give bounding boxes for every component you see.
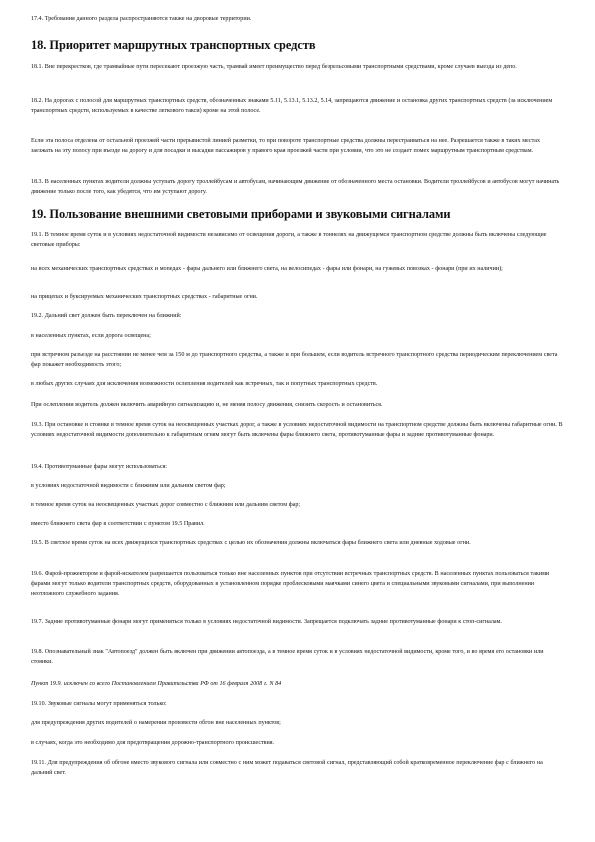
paragraph-19-9-note: Пункт 19.9. исключен со всего Постановлением Правительства РФ от 16 февраля 2008 г. N 84 (31, 681, 282, 687)
paragraph-19-5: 19.5. В светлое время суток на всех движущихся транспортных средствах с целью их обозначения должны включаться фары ближнего света или дневные ходовые огни. (31, 540, 471, 546)
paragraph-19-2: 19.2. Дальний свет должен быть переключен на ближний: (31, 313, 182, 319)
paragraph-18-2-continued: Если эта полоса отделена от остальной проезжей части прерывистой линией разметки, то при повороте транспортные средства должны перестраиваться на нее. Разрешается также в таких местах заезжать на эту полосу при въезде на дорогу и для посадки и высадки пассажиров у правого края проезжей части при условии, что это не создает помех маршрутным транспортным средствам. (31, 138, 540, 155)
paragraph-19-7: 19.7. Задние противотуманные фонари могут применяться только в условиях недостаточной видимости. Запрещается подключать задние противотуманные фонари к стоп-сигналам. (31, 619, 502, 625)
paragraph-19-4-item-a: в условиях недостаточной видимости с ближним или дальним светом фар; (31, 483, 226, 489)
paragraph-19-1: 19.1. В темное время суток и в условиях недостаточной видимости независимо от освещения дороги, а также в тоннелях на движущемся транспортном средстве должны быть включены следующие световые приборы: (31, 232, 547, 249)
paragraph-19-2-item-c: в любых других случаях для исключения возможности ослепления водителей как встречных, так и попутных транспортных средств. (31, 381, 378, 387)
paragraph-19-2-item-a: в населенных пунктах, если дорога освещена; (31, 333, 151, 339)
paragraph-19-6: 19.6. Фарой-прожектором и фарой-искателем разрешается пользоваться только вне населенных пунктов при отсутствии встречных транспортных средств. В населенных пунктах пользоваться такими фарами могут только водители транспортных средств, оборудованных в установленном порядке проблесковыми маячками синего цвета и специальными звуковыми сигналами, при выполнении неотложного служебного задания. (31, 571, 550, 598)
paragraph-18-3: 18.3. В населенных пунктах водители должны уступать дорогу троллейбусам и автобусам, начинающим движение от обозначенного места остановки. Водители троллейбусов и автобусов могут начинать движение только после того, как убедятся, что им уступают дорогу. (31, 179, 560, 196)
paragraph-17-4: 17.4. Требования данного раздела распространяются также на дворовые территории. (31, 16, 252, 22)
section-heading-19: 19. Пользование внешними световыми приборами и звуковыми сигналами (31, 207, 451, 221)
paragraph-18-1: 18.1. Вне перекрестков, где трамвайные пути пересекают проезжую часть, трамвай имеет преимущество перед безрельсовыми транспортными средствами, кроме случаев выезда из депо. (31, 64, 517, 70)
paragraph-18-2: 18.2. На дорогах с полосой для маршрутных транспортных средств, обозначенных знаками 5.11, 5.13.1, 5.13.2, 5.14, запрещаются движение и остановка других транспортных средств (за исключением транспортных средств, используемых в качестве легкового такси) кроме на этой полосе. (31, 98, 553, 115)
paragraph-19-1-item-b: на прицепах и буксируемых механических транспортных средствах - габаритные огни. (31, 294, 258, 300)
paragraph-19-10: 19.10. Звуковые сигналы могут применяться только: (31, 701, 167, 707)
paragraph-19-10-item-a: для предупреждения других водителей о намерении произвести обгон вне населенных пунктов; (31, 720, 281, 726)
paragraph-19-4-item-b: в темное время суток на неосвещенных участках дорог совместно с ближним или дальним светом фар; (31, 502, 301, 508)
section-heading-18: 18. Приоритет маршрутных транспортных средств (31, 38, 316, 52)
paragraph-19-1-item-a: на всех механических транспортных средствах и мопедах - фары дальнего или ближнего света, на велосипедах - фары или фонари, на гужевых повозках - фонари (при их наличии); (31, 266, 503, 272)
paragraph-19-2-item-b: при встречном разъезде на расстоянии не менее чем за 150 м до транспортного средства, а также и при большем, если водитель встречного транспортного средства периодическим переключением света фар покажет необходимость этого; (31, 352, 558, 369)
paragraph-19-8: 19.8. Опознавательный знак "Автопоезд" должен быть включен при движении автопоезда, а в темное время суток и в условиях недостаточной видимости, кроме того, и во время его остановки или стоянки. (31, 649, 544, 666)
paragraph-19-11: 19.11. Для предупреждения об обгоне вместо звукового сигнала или совместно с ним может подаваться световой сигнал, представляющий собой кратковременное переключение фар с ближнего на дальний свет. (31, 760, 543, 777)
paragraph-19-4: 19.4. Противотуманные фары могут использоваться: (31, 464, 167, 470)
paragraph-19-3: 19.3. При остановке и стоянке в темное время суток на неосвещенных участках дорог, а также в условиях недостаточной видимости на транспортном средстве должны быть включены габаритные огни. В условиях недостаточной видимости дополнительно к габаритным огням могут быть включены фары ближнего света, противотуманные фары и задние противотуманные фонари. (31, 422, 563, 439)
paragraph-19-4-item-c: вместо ближнего света фар в соответствии с пунктом 19.5 Правил. (31, 521, 205, 527)
paragraph-19-2-item-d: При ослеплении водитель должен включить аварийную сигнализацию и, не меняя полосу движения, снизить скорость и остановиться. (31, 402, 383, 408)
paragraph-19-10-item-b: в случаях, когда это необходимо для предотвращения дорожно-транспортного происшествия. (31, 740, 275, 746)
